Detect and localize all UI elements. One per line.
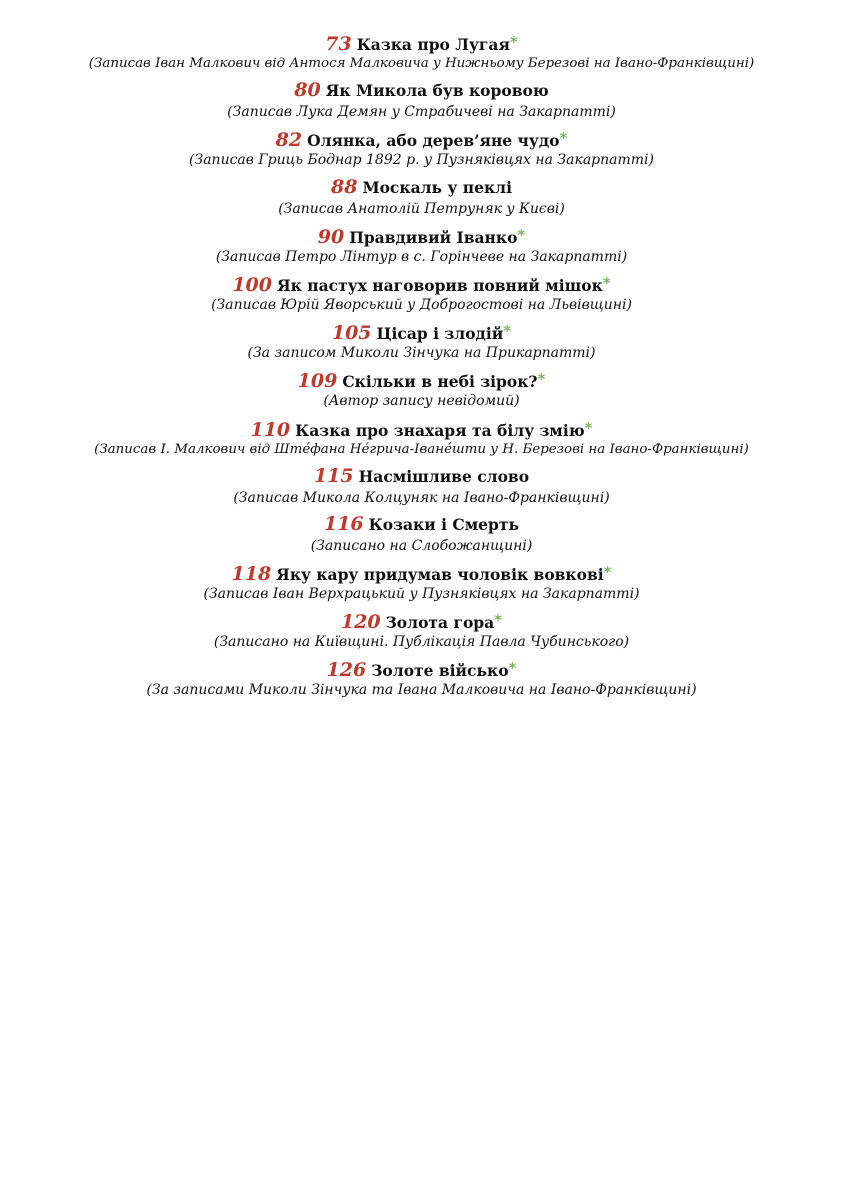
page-number: 110 <box>250 418 291 441</box>
toc-title-line <box>0 367 843 391</box>
recording-note: (Записав Юрій Яворський у Доброгостові на Львівщині) <box>211 296 632 313</box>
tale-title: Казка про знахаря та білу змію <box>295 420 585 440</box>
toc-entry <box>0 271 843 319</box>
recording-note: (За записом Миколи Зінчука на Прикарпатті) <box>247 345 596 362</box>
recording-note: (Записав Микола Колцуняк на Івано-Франківщині) <box>233 489 610 506</box>
tale-title: Золота гора <box>385 613 495 633</box>
toc-title-line <box>0 416 843 440</box>
page-number: 73 <box>325 33 352 55</box>
toc-entry <box>0 464 843 512</box>
tale-title: Козаки і Смерть <box>368 514 520 534</box>
tale-title: Золоте військо <box>371 661 509 681</box>
page-number: 116 <box>323 512 364 535</box>
recording-note: (За записами Миколи Зінчука та Івана Малковича на Івано-Франківщині) <box>146 682 697 699</box>
star-mark: * <box>508 659 517 678</box>
page-number: 90 <box>317 225 345 248</box>
toc-title-line <box>0 319 843 343</box>
toc-title-line <box>0 30 843 54</box>
page-number: 109 <box>297 370 338 393</box>
tale-title: Як Микола був коровою <box>325 81 549 101</box>
toc-entry <box>0 656 843 704</box>
recording-note: (Записав Іван Малкович від Антося Малковича у Нижньому Березові на Івано-Франківщині) <box>88 56 755 71</box>
page-number: 88 <box>330 175 358 198</box>
toc-entry <box>0 367 843 415</box>
toc-title-line <box>0 271 843 295</box>
toc-entry <box>0 175 843 223</box>
page-number: 82 <box>275 129 303 152</box>
star-mark: * <box>517 225 526 244</box>
tale-title: Правдивий Іванко <box>349 227 518 247</box>
toc-title-line <box>0 464 843 488</box>
recording-note: (Записав Петро Лінтур в с. Горінчеве на Закарпатті) <box>215 248 628 265</box>
page-number: 105 <box>331 322 372 345</box>
star-mark: * <box>584 418 593 437</box>
star-mark: * <box>503 322 512 341</box>
tale-title: Яку кару придумав чоловік вовкові <box>276 565 604 585</box>
recording-note: (Записав Іван Верхрацький у Пузняківцях на Закарпатті) <box>203 586 640 603</box>
page-number: 100 <box>232 273 272 296</box>
toc-entry <box>0 126 843 174</box>
toc-entry <box>0 30 843 78</box>
toc-entry <box>0 319 843 367</box>
page-number: 120 <box>340 611 381 634</box>
tale-title: Насмішливе слово <box>358 466 530 486</box>
star-mark: * <box>559 129 568 148</box>
recording-note: (Автор запису невідомий) <box>323 393 520 410</box>
toc-entry <box>0 560 843 608</box>
toc-title-line <box>0 560 843 584</box>
page-number: 80 <box>294 79 321 102</box>
toc-entry <box>0 608 843 656</box>
tale-title: Олянка, або дерев’яне чудо <box>307 131 560 151</box>
star-mark: * <box>494 611 503 630</box>
page-number: 115 <box>313 464 354 487</box>
toc-title-line <box>0 512 843 536</box>
toc-title-line <box>0 126 843 150</box>
tale-title: Москаль у пеклі <box>362 177 512 197</box>
page-number: 118 <box>231 563 272 586</box>
toc-title-line <box>0 78 843 102</box>
recording-note: (Записав Анатолій Петруняк у Києві) <box>278 200 565 217</box>
tale-title: Скільки в небі зірок? <box>342 372 538 392</box>
toc-title-line <box>0 175 843 199</box>
tale-title: Казка про Лугая <box>356 35 510 54</box>
toc-entry <box>0 512 843 560</box>
star-mark: * <box>509 33 518 51</box>
page-number: 126 <box>326 659 367 682</box>
recording-note: (Записав І. Малкович від Штéфана Нéгрича-Іванéшти у Н. Березові на Івано-Франківщині) <box>94 441 749 457</box>
tale-title: Цісар і злодій <box>376 324 504 344</box>
toc-entry <box>0 78 843 126</box>
toc-entry <box>0 416 843 464</box>
recording-note: (Записав Гриць Боднар 1892 р. у Пузняківцях на Закарпатті) <box>189 152 654 169</box>
star-mark: * <box>603 563 612 582</box>
toc-title-line <box>0 223 843 247</box>
tale-title: Як пастух наговорив повний мішок <box>277 275 603 295</box>
recording-note: (Записав Лука Демян у Страбичеві на Закарпатті) <box>227 104 616 121</box>
star-mark: * <box>537 370 546 389</box>
toc-title-line <box>0 656 843 680</box>
recording-note: (Записано на Слобожанщині) <box>310 537 533 554</box>
toc-entry <box>0 223 843 271</box>
star-mark: * <box>602 273 611 292</box>
toc-title-line <box>0 608 843 632</box>
recording-note: (Записано на Київщині. Публікація Павла Чубинського) <box>213 634 630 651</box>
table-of-contents <box>0 30 843 705</box>
